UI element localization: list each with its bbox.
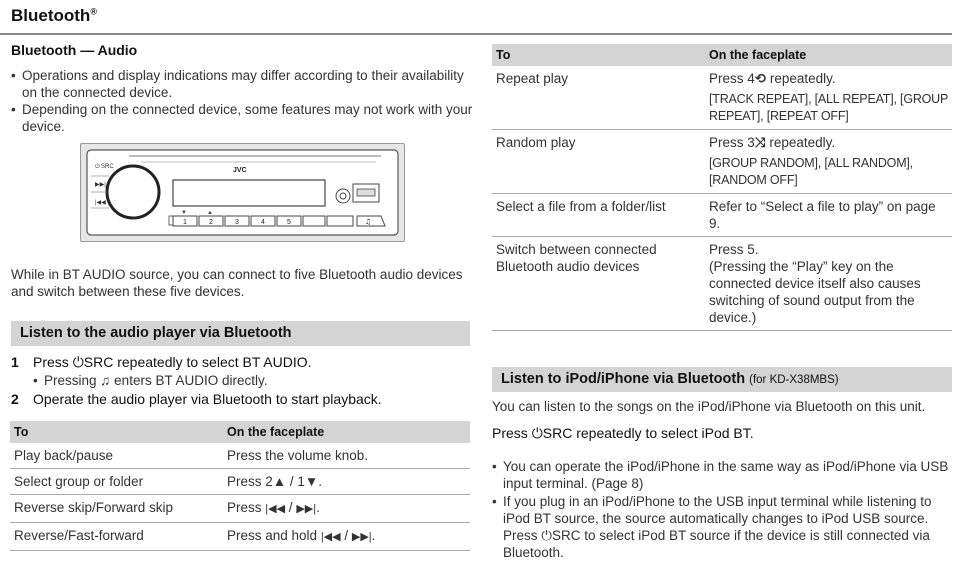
svg-text:♫: ♫ (365, 218, 372, 226)
power-icon: ⏻ (541, 528, 552, 543)
table-row-select: Select a file from a folder/list Refer to “Select a file to play” on page 9. (492, 194, 952, 237)
left-operations-table (10, 421, 470, 551)
down-triangle-icon: ▼ (304, 474, 319, 489)
repeat-icon: ⟲ (754, 71, 767, 86)
ipod-intro: You can listen to the songs on the iPod/iPhone via Bluetooth on this unit. (492, 399, 926, 414)
step-1-sub: • Pressing ♫ enters BT AUDIO directly. (33, 372, 473, 389)
note-item: • You can operate the iPod/iPhone in the same way as iPod/iPhone via USB input terminal. (Page 8) (492, 458, 950, 492)
svg-text:2: 2 (209, 219, 213, 226)
music-note-icon: ♫ (100, 373, 111, 388)
shuffle-icon: ⤨ (754, 135, 766, 150)
table-row: Reverse skip/Forward skip Press |◀◀ / ▶▶|. (10, 495, 470, 523)
notes-list (11, 67, 473, 135)
table-row-switch: Switch between connected Bluetooth audio devices Press 5. (Pressing the “Play” key on the connected device itself also causes switching of sound output from the device.) (492, 237, 952, 331)
ipod-step: Press ⏻SRC repeatedly to select iPod BT. (492, 425, 754, 441)
up-triangle-icon: ▲ (272, 474, 287, 489)
table-header-to: To (492, 44, 705, 66)
svg-text:3: 3 (235, 219, 239, 226)
table-row-repeat: Repeat play Press 4⟲ repeatedly. [TRACK REPEAT], [ALL REPEAT], [GROUP REPEAT], [REPEAT OFF] (492, 66, 952, 130)
svg-text:|◀◀: |◀◀ (95, 200, 106, 206)
section-bar-listen-audio: Listen to the audio player via Bluetooth (11, 321, 470, 346)
car-receiver-illustration (80, 143, 405, 242)
svg-text:▶▶|: ▶▶| (95, 182, 106, 188)
note-item: • Operations and display indications may differ according to their availability on the connected device. (11, 67, 473, 101)
skip-back-icon: |◀◀ (265, 503, 286, 515)
table-header-faceplate: On the faceplate (223, 421, 470, 443)
page-title: Bluetooth® (11, 6, 97, 25)
note-item: • If you plug in an iPod/iPhone to the USB input terminal while listening to iPod BT source, the source automatically changes to iPod USB source. Press ⏻SRC to select iPod BT source if the device is still connected via Bluetooth. (492, 493, 950, 561)
step-1: 1 Press ⏻SRC repeatedly to select BT AUDIO. (11, 354, 312, 370)
table-row-random: Random play Press 3⤨ repeatedly. [GROUP RANDOM], [ALL RANDOM], [RANDOM OFF] (492, 130, 952, 194)
svg-text:1: 1 (183, 219, 187, 226)
title-divider (0, 33, 952, 35)
skip-back-icon: |◀◀ (320, 531, 341, 543)
table-header-to: To (10, 421, 223, 443)
skip-forward-icon: ▶▶| (296, 503, 317, 515)
bt-audio-description: While in BT AUDIO source, you can connect to five Bluetooth audio devices and switch between these five devices. (11, 267, 463, 299)
section-bar-listen-ipod: Listen to iPod/iPhone via Bluetooth (for KD-X38MBS) (492, 367, 952, 392)
svg-text:▼: ▼ (181, 210, 187, 216)
brand-logo: JVC (233, 167, 247, 174)
power-icon: ⏻ (531, 425, 543, 441)
power-icon: ⏻ (72, 354, 84, 370)
step-2: 2 Operate the audio player via Bluetooth to start playback. (11, 391, 382, 407)
receiver-drawing (81, 144, 404, 241)
right-operations-table (492, 44, 952, 331)
skip-forward-icon: ▶▶| (351, 531, 372, 543)
table-row: Reverse/Fast-forward Press and hold |◀◀ / ▶▶|. (10, 523, 470, 551)
src-label: SRC (101, 164, 114, 170)
section-title-bt-audio: Bluetooth — Audio (11, 42, 138, 58)
note-item: • Depending on the connected device, some features may not work with your device. (11, 101, 473, 135)
svg-text:⏻: ⏻ (95, 164, 100, 170)
table-row: Play back/pause Press the volume knob. (10, 443, 470, 469)
ipod-notes (492, 458, 950, 561)
svg-text:▲: ▲ (207, 210, 213, 216)
svg-text:5: 5 (287, 219, 291, 226)
table-row: Select group or folder Press 2▲ / 1▼. (10, 469, 470, 495)
svg-text:4: 4 (261, 219, 265, 226)
table-header-faceplate: On the faceplate (705, 44, 952, 66)
